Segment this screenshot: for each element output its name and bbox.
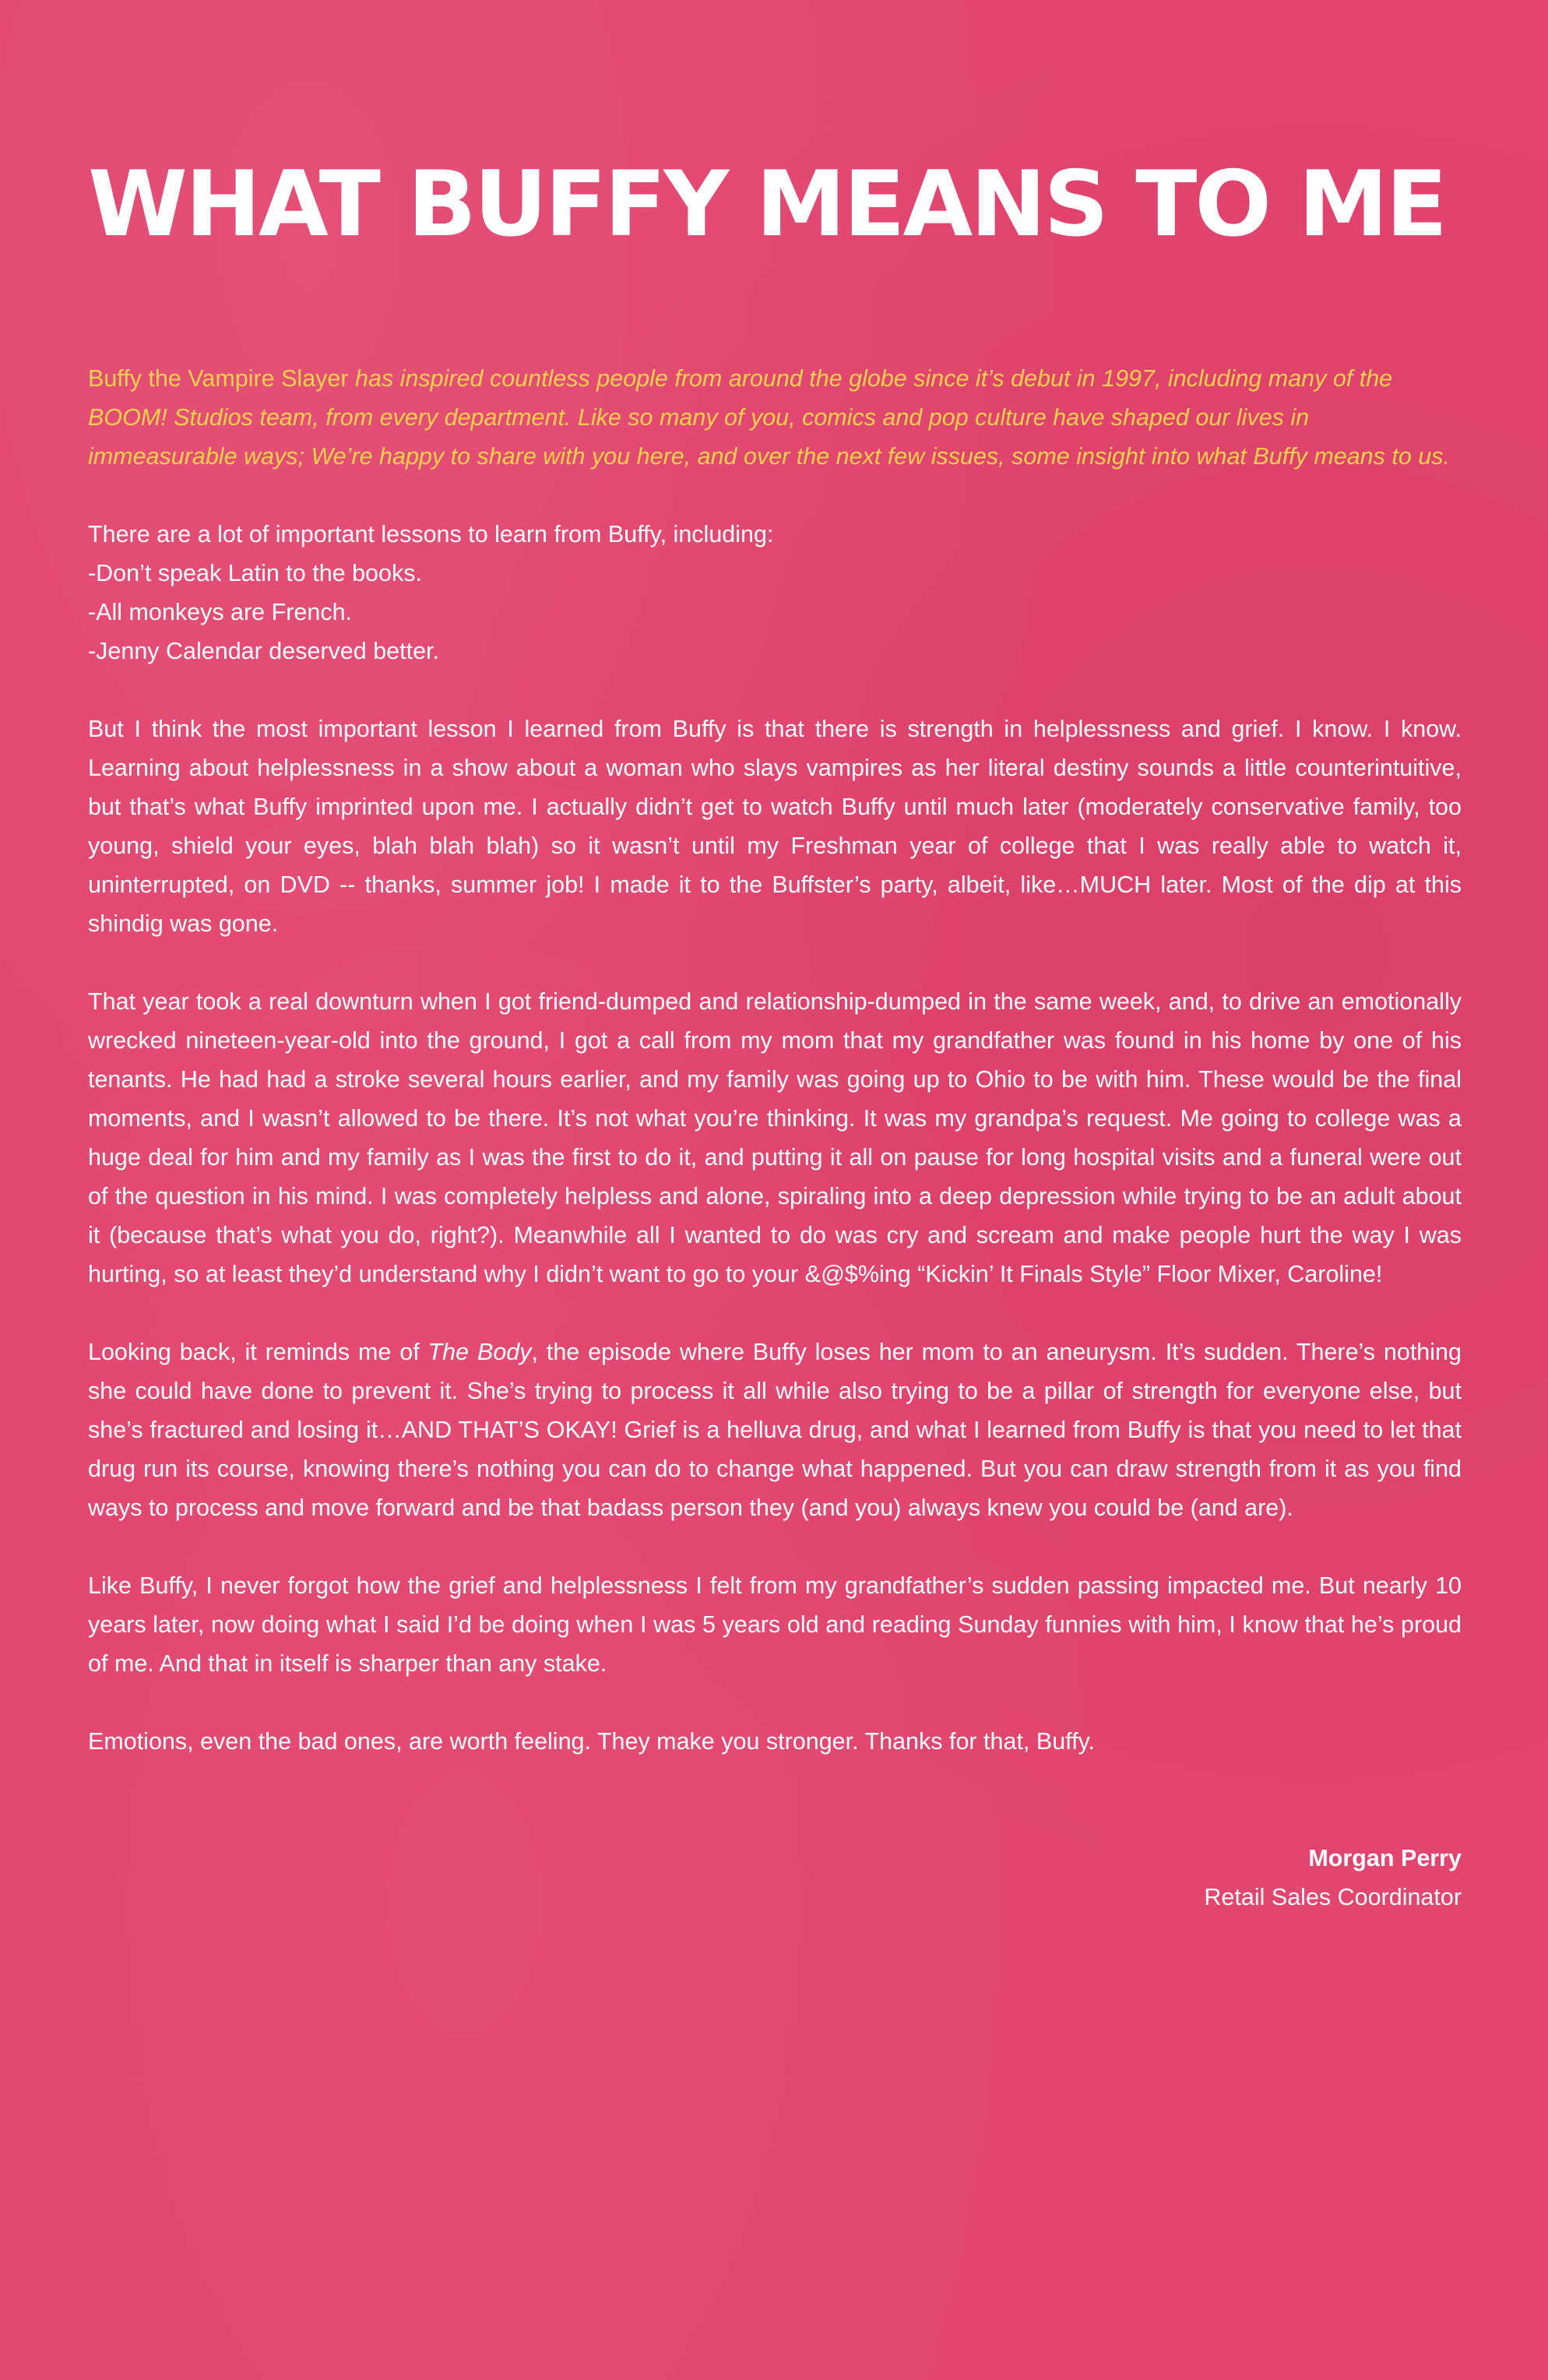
body-paragraph-5: Emotions, even the bad ones, are worth feeling. They make you stronger. Thanks for that, Buffy. bbox=[88, 1728, 1096, 1755]
signature bbox=[88, 1839, 1462, 1917]
spacer bbox=[88, 943, 1462, 982]
body-paragraph-4: Like Buffy, I never forgot how the grief and helplessness I felt from my grandfather’s sudden passing impacted me. But nearly 10 years later, now doing what I said I’d be doing when I was 5 years old and reading Sunday funnies with him, I know that he’s proud of me. And that in itself is sharper than any stake. bbox=[88, 1572, 1462, 1677]
spacer bbox=[88, 1527, 1462, 1566]
lesson-item: -Jenny Calendar deserved better. bbox=[88, 638, 439, 664]
body-paragraph-3 bbox=[88, 1333, 1462, 1527]
article-body bbox=[88, 476, 1462, 1761]
paragraph-3-start: Looking back, it reminds me of bbox=[88, 1339, 428, 1365]
author-role: Retail Sales Coordinator bbox=[1204, 1884, 1462, 1910]
page-title: WHAT BUFFY MEANS TO ME bbox=[88, 152, 1446, 257]
intro-paragraph bbox=[88, 359, 1462, 476]
body-paragraph-1: But I think the most important lesson I learned from Buffy is that there is strength in helplessness and grief. I know. I know. Learning about helplessness in a show about a woman who slays vampires as her literal destiny sounds a little counterintuitive, but that’s what Buffy imprinted upon me. I actually didn’t get to watch Buffy until much later (moderately conservative family, too young, shield your eyes, blah blah blah) so it wasn’t until my Freshman year of college that I was really able to watch it, uninterrupted, on DVD -- thanks, summer job! I made it to the Buffster’s party, albeit, like…MUCH later. Most of the dip at this shindig was gone. bbox=[88, 716, 1462, 937]
episode-title: The Body bbox=[427, 1339, 532, 1365]
spacer bbox=[88, 1294, 1462, 1333]
show-name: Buffy the Vampire Slayer bbox=[88, 365, 349, 392]
intro-text: has inspired countless people from around the globe since it’s debut in 1997, including many of the BOOM! Studios team, from every department. Like so many of you, comics and pop culture have shaped our lives in immeasurable ways; We’re happy to share with you here, and over the next few issues, some insight into what Buffy means to us. bbox=[88, 365, 1450, 470]
spacer bbox=[88, 1683, 1462, 1722]
lesson-item: -Don’t speak Latin to the books. bbox=[88, 560, 422, 586]
spacer bbox=[88, 671, 1462, 709]
spacer bbox=[88, 476, 1462, 515]
body-paragraph-2: That year took a real downturn when I got friend-dumped and relationship-dumped in the same week, and, to drive an emotionally wrecked nineteen-year-old into the ground, I got a call from my mom that my grandfather was found in his home by one of his tenants. He had had a stroke several hours earlier, and my family was going up to Ohio to be with him. These would be the final moments, and I wasn’t allowed to be there. It’s not what you’re thinking. It was my grandpa’s request. Me going to college was a huge deal for him and my family as I was the first to do it, and putting it all on pause for long hospital visits and a funeral were out of the question in his mind. I was completely helpless and alone, spiraling into a deep depression while trying to be an adult about it (because that’s what you do, right?). Meanwhile all I wanted to do was cry and scream and make people hurt the way I was hurting, so at least they’d understand why I didn’t want to go to your &@$%ing “Kickin’ It Finals Style” Floor Mixer, Caroline! bbox=[88, 988, 1462, 1287]
paragraph-3-end: , the episode where Buffy loses her mom to an aneurysm. It’s sudden. There’s nothing she could have done to prevent it. She’s trying to process it all while also trying to be a pillar of strength for everyone else, but she’s fractured and losing it…AND THAT’S OKAY! Grief is a helluva drug, and what I learned from Buffy is that you need to let that drug run its course, knowing there’s nothing you can do to change what happened. But you can draw strength from it as you find ways to process and move forward and be that badass person they (and you) always knew you could be (and are). bbox=[88, 1339, 1462, 1521]
author-name: Morgan Perry bbox=[1308, 1845, 1462, 1871]
lesson-item: -All monkeys are French. bbox=[88, 599, 352, 625]
article bbox=[88, 152, 1462, 1917]
lessons-lead: There are a lot of important lessons to learn from Buffy, including: bbox=[88, 521, 774, 547]
